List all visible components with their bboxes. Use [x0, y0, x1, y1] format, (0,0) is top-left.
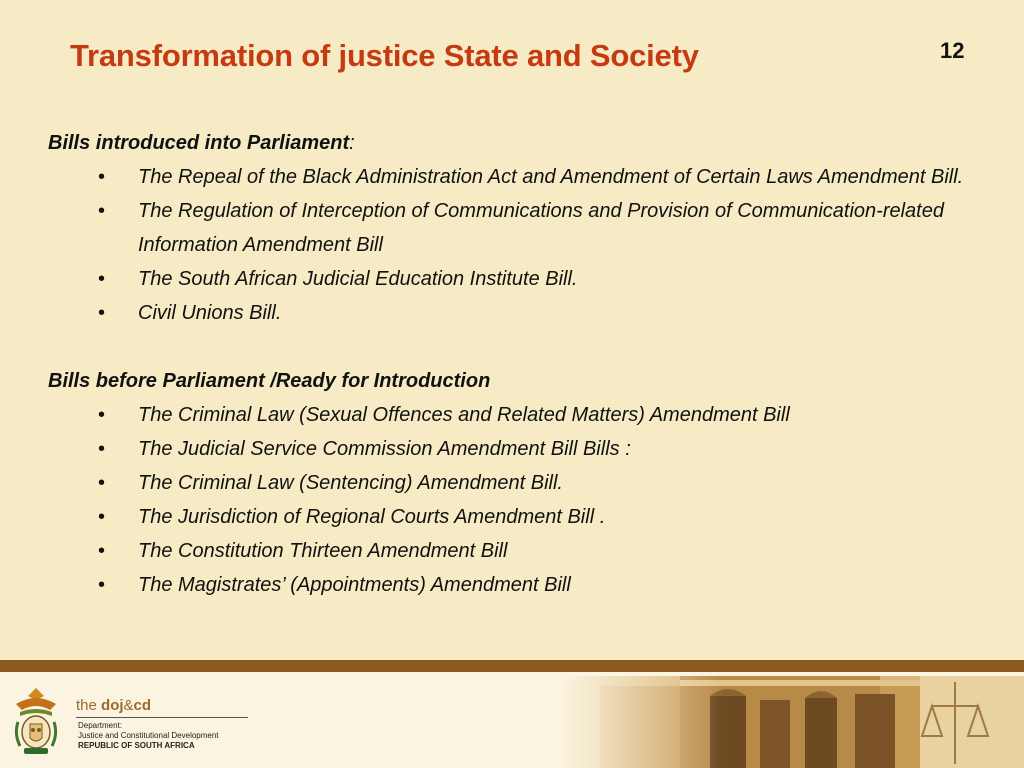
- bill-name: The Regulation of Interception of Communications and Provision of Communication-related Information Amendment Bill: [138, 200, 944, 256]
- slide-body: [48, 126, 1008, 602]
- bullet: •: [98, 404, 106, 426]
- dept-line-2: Justice and Constitutional Development: [78, 731, 219, 740]
- brand-the: the: [76, 697, 97, 714]
- brand-amp: &: [123, 697, 134, 714]
- list-item: [98, 262, 1008, 296]
- bill-name: The Repeal of the Black Administration Act and Amendment of Certain Laws Amendment Bill.: [138, 166, 964, 188]
- bullet: •: [98, 574, 106, 596]
- before-parliament-heading: Bills before Parliament /Ready for Introduction: [48, 370, 491, 392]
- list-item: [98, 296, 1008, 330]
- bill-name: The Criminal Law (Sexual Offences and Related Matters) Amendment Bill: [138, 404, 790, 426]
- list-item: [98, 534, 1008, 568]
- list-item: [98, 432, 1008, 466]
- brand-doj: doj: [101, 697, 124, 714]
- dept-line-1: Department:: [78, 721, 123, 730]
- bill-name: Civil Unions Bill.: [138, 302, 282, 324]
- brand-cd: cd: [133, 697, 152, 714]
- list-item: [98, 160, 1008, 194]
- bullet: •: [98, 438, 106, 460]
- list-item: [98, 194, 1008, 262]
- bullet: •: [98, 540, 106, 562]
- coat-of-arms-icon: [10, 686, 62, 758]
- brand-divider: [76, 717, 248, 718]
- bullet: •: [98, 472, 106, 494]
- list-item: [98, 568, 1008, 602]
- before-parliament-list: [48, 398, 1008, 602]
- list-item: [98, 500, 1008, 534]
- bill-name: The Constitution Thirteen Amendment Bill: [138, 540, 508, 562]
- dept-line-3: REPUBLIC OF SOUTH AFRICA: [78, 741, 195, 750]
- doj-brand-logo: [76, 697, 151, 714]
- slide-title: Transformation of justice State and Society: [70, 38, 699, 73]
- section-spacer: [48, 330, 1008, 364]
- bullet: •: [98, 268, 106, 290]
- bill-name: The Criminal Law (Sentencing) Amendment Bill.: [138, 472, 563, 494]
- bill-name: The Jurisdiction of Regional Courts Amendment Bill .: [138, 506, 606, 528]
- list-item: [98, 466, 1008, 500]
- list-item: [98, 398, 1008, 432]
- footer-band: [0, 660, 1024, 672]
- introduced-heading-text: Bills introduced into Parliament: [48, 132, 350, 154]
- introduced-heading: [48, 126, 1008, 160]
- bill-name: The Magistrates’ (Appointments) Amendment Bill: [138, 574, 571, 596]
- department-name: [78, 721, 219, 751]
- bullet: •: [98, 200, 106, 222]
- bill-name: The Judicial Service Commission Amendment Bill Bills :: [138, 438, 631, 460]
- building-photo: [560, 676, 1024, 768]
- bullet: •: [98, 302, 106, 324]
- bullet: •: [98, 506, 106, 528]
- introduced-heading-colon: :: [349, 132, 355, 154]
- introduced-list: [48, 160, 1008, 330]
- bullet: •: [98, 166, 106, 188]
- page-number: 12: [940, 38, 965, 63]
- bill-name: The South African Judicial Education Institute Bill.: [138, 268, 578, 290]
